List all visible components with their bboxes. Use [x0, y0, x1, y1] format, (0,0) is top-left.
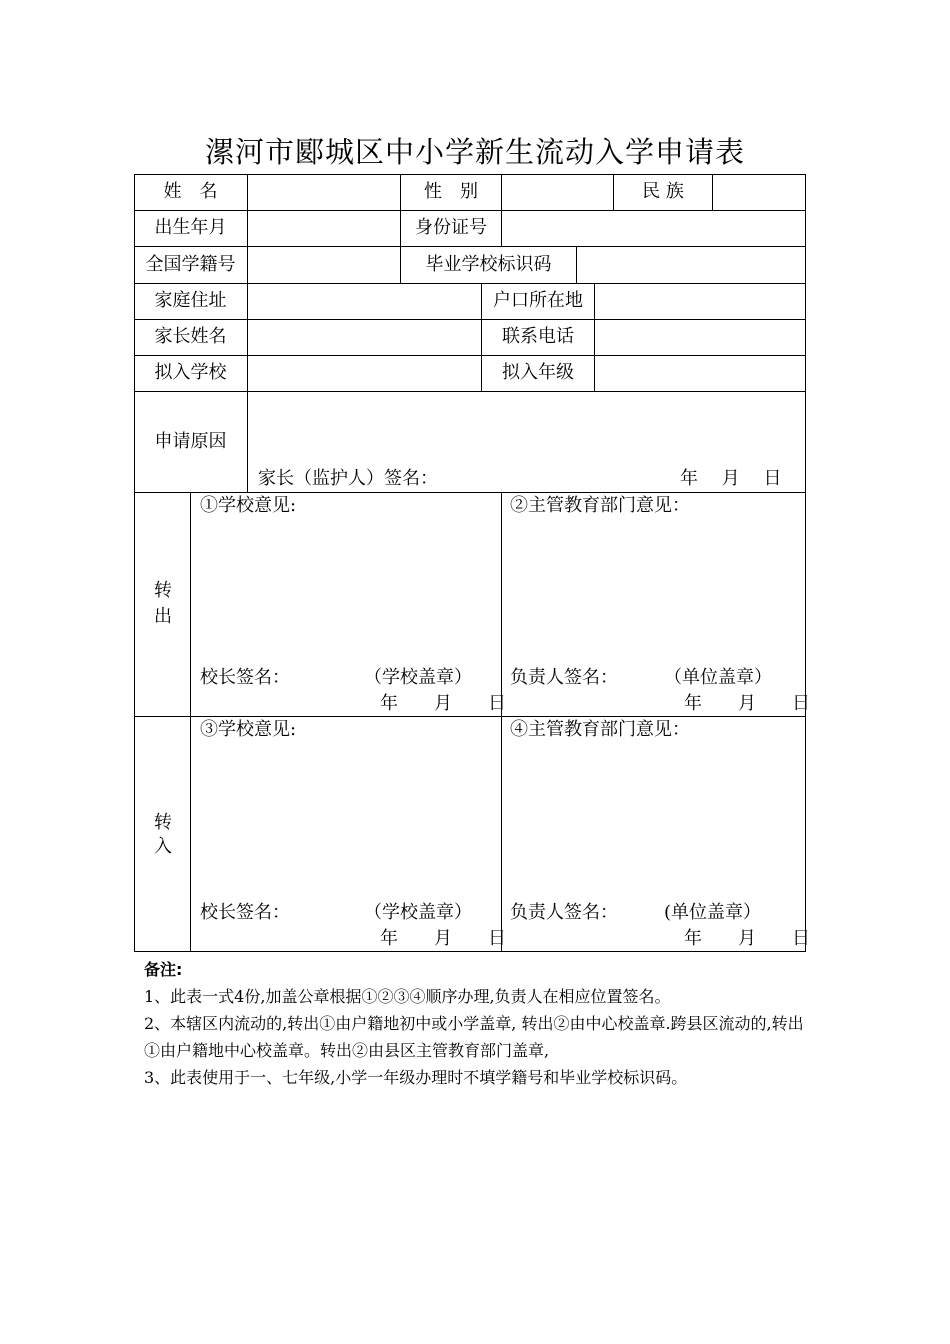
name-field[interactable] [248, 175, 400, 210]
responsible-signature-2: 负责人签名： [510, 667, 618, 688]
phone-label: 联系电话 [502, 326, 574, 347]
parent-label: 家长姓名 [154, 326, 227, 347]
school-opinion-3-label: ③学校意见: [200, 719, 297, 740]
hukou-label: 户口所在地 [493, 290, 583, 311]
dept-opinion-2-field[interactable] [502, 520, 805, 660]
notes-section [144, 956, 814, 1091]
form-title: 漯河市郾城区中小学新生流动入学申请表 [204, 135, 745, 169]
reason-label: 申请原因 [154, 431, 227, 452]
target-grade-field[interactable] [595, 356, 805, 391]
school-seal-1: （学校盖章） [364, 667, 472, 688]
name-label: 姓 名 [163, 181, 218, 202]
table-border-top [134, 174, 806, 175]
row-divider [134, 492, 806, 493]
reason-field[interactable] [248, 392, 805, 462]
principal-signature-1: 校长签名： [200, 667, 290, 688]
target-grade-label: 拟入年级 [502, 362, 574, 383]
guardian-signature-label: 家长（监护人）签名： [258, 468, 438, 489]
transfer-out-label-2: 出 [154, 606, 172, 627]
hukou-field[interactable] [595, 284, 805, 319]
school-opinion-1-label: ①学校意见: [200, 495, 297, 516]
parent-name-field[interactable] [248, 320, 481, 355]
id-label: 身份证号 [415, 217, 487, 238]
ethnicity-label: 民 族 [642, 181, 684, 202]
gender-field[interactable] [502, 175, 613, 210]
target-school-field[interactable] [248, 356, 481, 391]
guardian-date: 年 月 日 [680, 468, 782, 489]
date-4: 年 月 日 [684, 928, 810, 949]
date-3: 年 月 日 [380, 928, 506, 949]
responsible-signature-4: 负责人签名： [510, 902, 618, 923]
school-seal-3: （学校盖章） [364, 902, 472, 923]
target-school-label: 拟入学校 [154, 362, 227, 383]
transfer-out-label-1: 转 [154, 580, 172, 601]
note-item-2: 2、本辖区内流动的,转出①由户籍地初中或小学盖章, 转出②由中心校盖章.跨县区流动的,转出①由户籍地中心校盖章。转出②由县区主管教育部门盖章, [144, 1014, 804, 1060]
ethnicity-field[interactable] [713, 175, 805, 210]
note-item-3: 3、此表使用于一、七年级,小学一年级办理时不填学籍号和毕业学校标识码。 [144, 1068, 688, 1087]
unit-seal-2: （单位盖章） [664, 667, 772, 688]
school-opinion-3-field[interactable] [191, 744, 501, 894]
unit-seal-4: (单位盖章） [664, 902, 762, 923]
date-2: 年 月 日 [684, 693, 810, 714]
principal-signature-3: 校长签名： [200, 902, 290, 923]
phone-field[interactable] [595, 320, 805, 355]
school-code-label: 毕业学校标识码 [425, 254, 552, 275]
dept-opinion-4-label: ④主管教育部门意见： [510, 719, 690, 740]
address-field[interactable] [248, 284, 481, 319]
dept-opinion-2-label: ②主管教育部门意见： [510, 495, 690, 516]
address-label: 家庭住址 [154, 290, 227, 311]
birth-label: 出生年月 [154, 217, 227, 238]
table-border-right [805, 174, 806, 952]
student-no-field[interactable] [248, 247, 400, 283]
notes-title: 备注: [144, 960, 183, 979]
date-1: 年 月 日 [380, 693, 506, 714]
dept-opinion-4-field[interactable] [502, 744, 805, 894]
note-item-1: 1、此表一式4份,加盖公章根据①②③④顺序办理,负责人在相应位置签名。 [144, 987, 671, 1006]
id-field[interactable] [502, 211, 805, 246]
school-code-field[interactable] [577, 247, 805, 283]
row-divider [134, 716, 806, 717]
transfer-in-label-1: 转 [154, 812, 172, 833]
transfer-in-label-2: 入 [154, 836, 172, 857]
table-border-bottom [134, 951, 806, 952]
gender-label: 性 别 [424, 181, 478, 202]
birth-field[interactable] [248, 211, 400, 246]
school-opinion-1-field[interactable] [191, 520, 501, 660]
student-no-label: 全国学籍号 [145, 254, 236, 275]
